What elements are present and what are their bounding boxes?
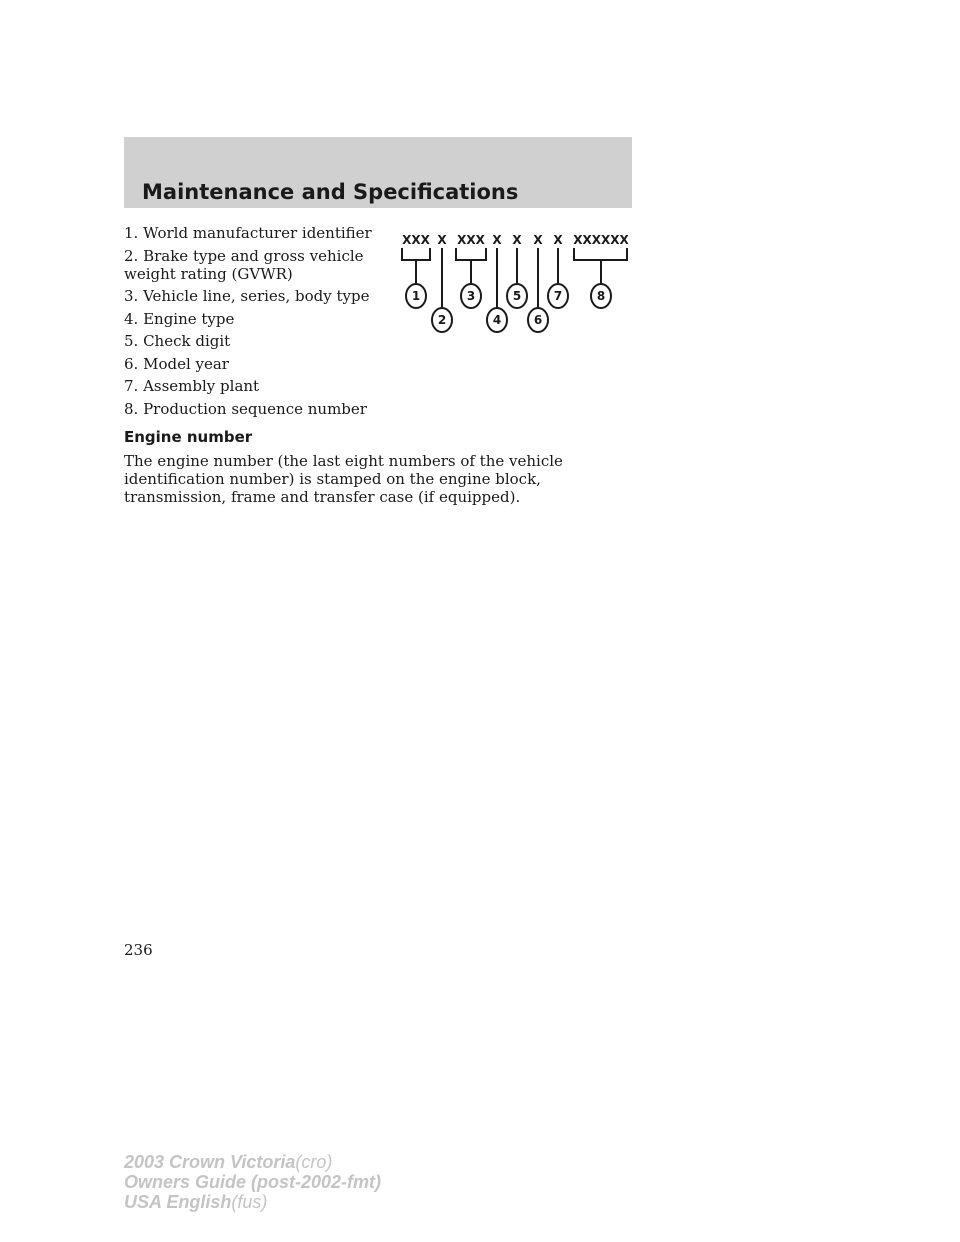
callout-number-5: 5: [512, 289, 522, 303]
footer-line-1: [124, 1152, 381, 1172]
vin-bracket-1: [402, 248, 430, 284]
footer-language: USA English: [124, 1192, 232, 1212]
callout-number-2: 2: [437, 313, 447, 327]
engine-number-heading: Engine number: [124, 428, 253, 446]
callout-number-1: 1: [411, 289, 421, 303]
vin-group-6: X: [533, 233, 543, 247]
vin-group-4: X: [492, 233, 502, 247]
list-item: 3. Vehicle line, series, body type: [124, 287, 370, 305]
footer-model: 2003 Crown Victoria: [124, 1152, 296, 1172]
footer-guide: Owners Guide (post-2002-fmt): [124, 1172, 382, 1192]
vin-group-3: XXX: [457, 233, 485, 247]
vin-group-1: XXX: [402, 233, 430, 247]
footer-line-2: [124, 1172, 381, 1192]
document-footer: [124, 1152, 381, 1212]
callout-number-8: 8: [596, 289, 606, 303]
vin-bracket-3: [456, 248, 486, 284]
list-item: 4. Engine type: [124, 309, 235, 328]
list-item: 8. Production sequence number: [124, 399, 367, 418]
list-item: 1. World manufacturer identifier: [124, 224, 372, 242]
vin-group-5: X: [512, 233, 522, 247]
callout-number-7: 7: [553, 289, 563, 303]
section-header-band: [124, 137, 632, 208]
callout-number-4: 4: [492, 313, 502, 327]
callout-number-3: 3: [466, 289, 476, 303]
vin-bracket-8: [574, 248, 627, 284]
footer-model-code: (cro): [295, 1152, 333, 1172]
vin-diagram: [396, 228, 636, 338]
list-item: 7. Assembly plant: [124, 377, 260, 395]
footer-language-code: (fus): [231, 1192, 268, 1212]
vin-legend-list: [124, 224, 374, 422]
page-number: 236: [124, 941, 153, 959]
vin-group-8: XXXXXX: [573, 233, 629, 247]
engine-number-paragraph: The engine number (the last eight numbers of the vehicle identification number) is stamped on the engine block, transmission, frame and transfer case (if equipped).: [124, 452, 563, 506]
list-item: 5. Check digit: [124, 332, 231, 350]
list-item: 2. Brake type and gross vehicle weight rating (GVWR): [124, 246, 364, 283]
vin-group-2: X: [437, 233, 447, 247]
callout-number-6: 6: [533, 313, 543, 327]
vin-group-7: X: [553, 233, 563, 247]
footer-line-3: [124, 1192, 381, 1212]
page-title: Maintenance and Specifications: [142, 180, 519, 204]
list-item: 6. Model year: [124, 354, 229, 373]
